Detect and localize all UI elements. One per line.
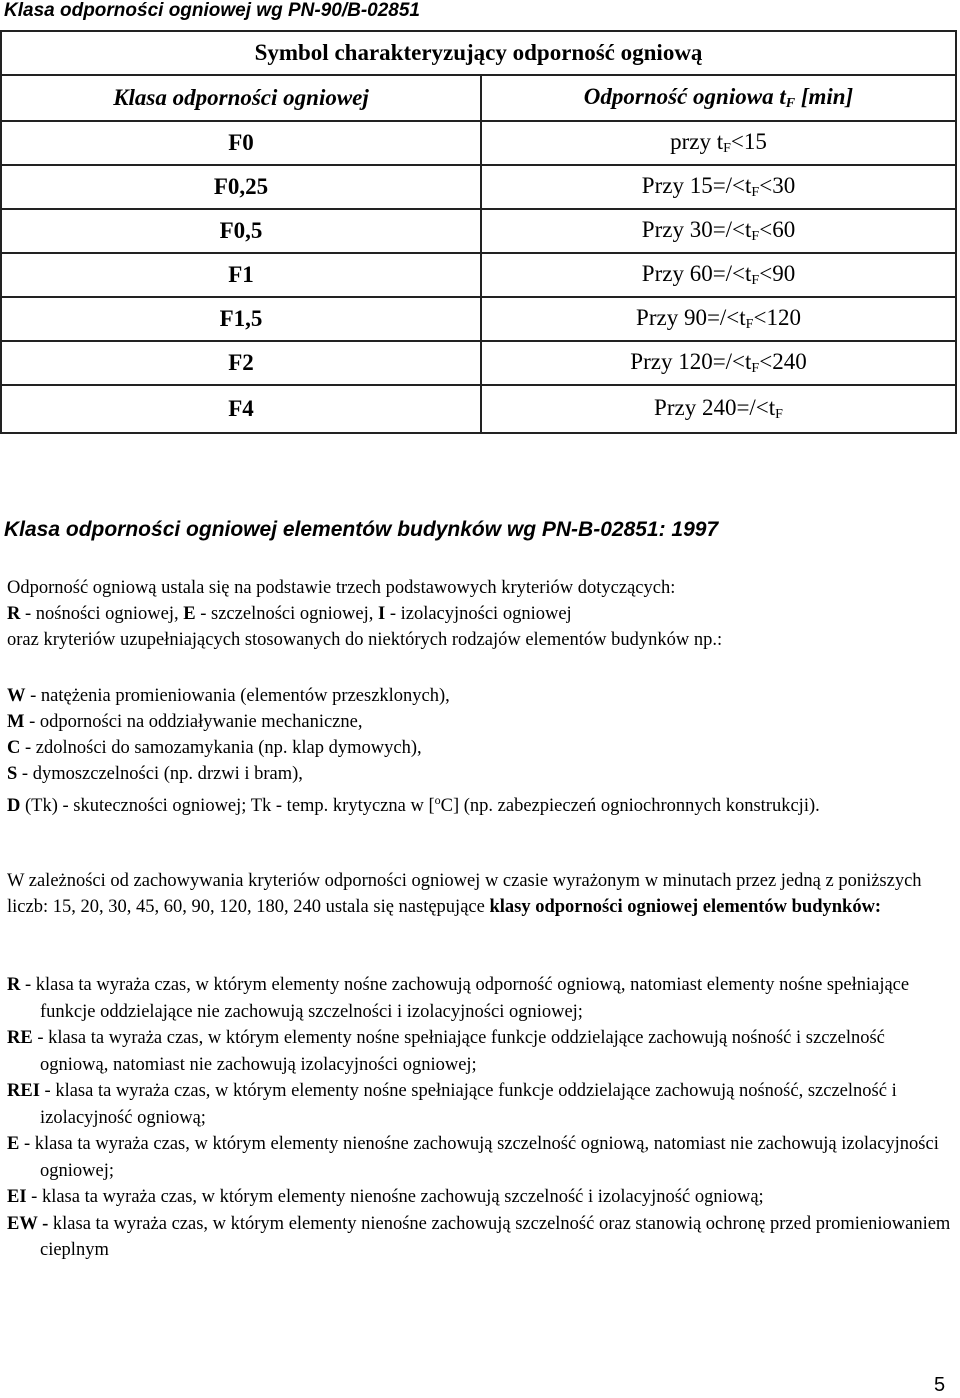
col-header-class: Klasa odporności ogniowej	[1, 75, 481, 121]
resistance-cell: Przy $60=/<t_F<90$	[481, 253, 956, 297]
classes-list	[7, 972, 952, 1264]
list-item: RE - klasa ta wyraża czas, w którym elementy nośne spełniające funkcje oddzielające zachowują nośność i szczelność ogniową, natomiast nie zachowują izolacyjności ogniowej;	[7, 1028, 885, 1075]
list-item: W - natężenia promieniowania (elementów przeszklonych),	[7, 686, 450, 706]
fire-class-table	[0, 30, 957, 434]
class-cell: F2	[1, 341, 481, 385]
list-item: EI - klasa ta wyraża czas, w którym elementy nienośne zachowują szczelność i izolacyjność ogniową;	[7, 1187, 764, 1207]
list-item: R - klasa ta wyraża czas, w którym elementy nośne zachowują odporność ogniową, natomiast elementy nośne spełniające funkcje oddzielające nie zachowują szczelności i izolacyjności ogniowej;	[7, 975, 910, 1022]
class-cell: F0,5	[1, 209, 481, 253]
table-header-row	[1, 75, 956, 121]
list-item: S - dymoszczelności (np. drzwi i bram),	[7, 764, 303, 784]
resistance-cell: Przy $240=/<t_F$	[481, 385, 956, 433]
resistance-cell: Przy $15=/<t_F<30$	[481, 165, 956, 209]
section-heading-pn90: Klasa odporności ogniowej wg PN-90/B-02851	[4, 0, 420, 21]
table-row	[1, 297, 956, 341]
table-row	[1, 209, 956, 253]
list-item: E - klasa ta wyraża czas, w którym elementy nienośne zachowują szczelność ogniową, natomiast nie zachowują izolacyjności ogniowej;	[7, 1134, 939, 1181]
class-cell: F0,25	[1, 165, 481, 209]
resistance-cell: Przy $30=/<t_F<60$	[481, 209, 956, 253]
page-number: 5	[934, 1374, 946, 1396]
list-item: D (Tk) - skuteczności ogniowej; Tk - temp. krytyczna w [$^o$C] (np. zabezpieczeń ogniochronnych konstrukcji).	[7, 793, 820, 817]
resistance-cell: Przy $120=/<t_F<240$	[481, 341, 956, 385]
class-cell: F1	[1, 253, 481, 297]
table-row	[1, 165, 956, 209]
criteria-list	[7, 683, 952, 819]
list-item: EW - klasa ta wyraża czas, w którym elementy nienośne zachowują szczelność oraz stanowią ochronę przed promieniowaniem cieplnym	[7, 1213, 951, 1260]
resistance-cell: Przy $90=/<t_F<120$	[481, 297, 956, 341]
intro-line: oraz kryteriów uzupełniających stosowanych do niektórych rodzajów elementów budynków np.:	[7, 630, 723, 650]
list-item: M - odporności na oddziaływanie mechaniczne,	[7, 712, 363, 732]
table-title: Symbol charakteryzujący odporność ogniową	[1, 31, 956, 75]
table-row	[1, 341, 956, 385]
class-cell: F1,5	[1, 297, 481, 341]
intro-line: Odporność ogniową ustala się na podstawie trzech podstawowych kryteriów dotyczących:	[7, 578, 676, 598]
class-cell: F0	[1, 121, 481, 165]
classes-intro-paragraph: W zależności od zachowywania kryteriów odporności ogniowej w czasie wyrażonym w minutach przez jedną z poniższych liczb: 15, 20, 30, 45, 60, 90, 120, 180, 240 ustala się następujące klasy odporności ogniowej elementów budynków:	[7, 871, 922, 917]
table-row	[1, 385, 956, 433]
table-title-row	[1, 31, 956, 75]
col-header-resistance: Odporność ogniowa $t_F$ [min]	[481, 75, 956, 121]
table-row	[1, 253, 956, 297]
class-cell: F4	[1, 385, 481, 433]
list-item: C - zdolności do samozamykania (np. klap dymowych),	[7, 738, 422, 758]
resistance-cell: przy $t_F<15$	[481, 121, 956, 165]
list-item: REI - klasa ta wyraża czas, w którym elementy nośne spełniające funkcje oddzielające zachowują nośność, szczelność i izolacyjność ogniową;	[7, 1081, 897, 1128]
table-row	[1, 121, 956, 165]
section-heading-pnb: Klasa odporności ogniowej elementów budynków wg PN-B-02851: 1997	[4, 518, 719, 541]
intro-criteria-line: R - nośności ogniowej, E - szczelności ogniowej, I - izolacyjności ogniowej	[7, 604, 572, 624]
intro-paragraph	[7, 575, 952, 653]
